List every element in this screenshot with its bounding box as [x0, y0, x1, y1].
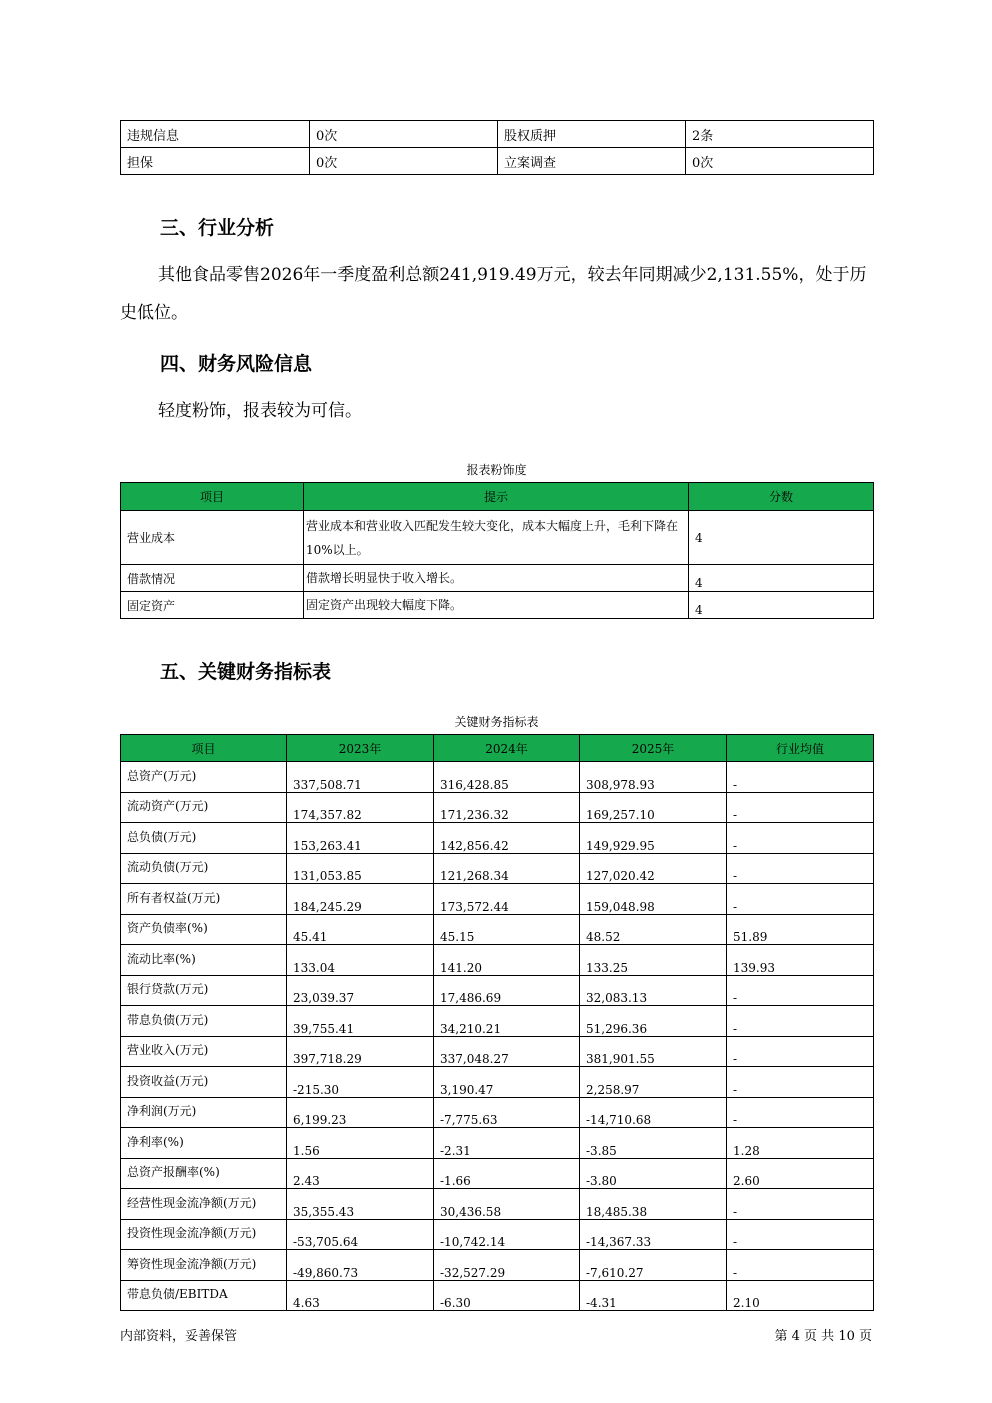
- kpi-2025: 51,296.36: [580, 1006, 727, 1037]
- kpi-2024: 121,268.34: [434, 853, 580, 884]
- kpi-2023: -53,705.64: [287, 1219, 434, 1250]
- kpi-2023: 174,357.82: [287, 792, 434, 823]
- info-value: 0次: [686, 148, 874, 175]
- table-row: [121, 1067, 874, 1098]
- info-value: 2条: [686, 121, 874, 148]
- kpi-2024: 316,428.85: [434, 762, 580, 793]
- kpi-item: 总资产报酬率(%): [121, 1158, 287, 1189]
- kpi-2024: 30,436.58: [434, 1189, 580, 1220]
- kpi-header-item: 项目: [121, 735, 287, 762]
- kpi-industry-avg: -: [727, 792, 874, 823]
- kpi-2024: 34,210.21: [434, 1006, 580, 1037]
- kpi-industry-avg: -: [727, 762, 874, 793]
- section4-title: 四、财务风险信息: [160, 353, 313, 375]
- kpi-item: 营业收入(万元): [121, 1036, 287, 1067]
- table-row: [121, 1250, 874, 1281]
- section4-text: 轻度粉饰，报表较为可信。: [158, 401, 362, 421]
- kpi-industry-avg: 2.60: [727, 1158, 874, 1189]
- kpi-2023: 153,263.41: [287, 823, 434, 854]
- kpi-2025: -14,367.33: [580, 1219, 727, 1250]
- kpi-industry-avg: -: [727, 1250, 874, 1281]
- info-label: 违规信息: [121, 121, 310, 148]
- kpi-header-2024: 2024年: [434, 735, 580, 762]
- info-label: 股权质押: [498, 121, 686, 148]
- kpi-industry-avg: 139.93: [727, 945, 874, 976]
- kpi-2025: 48.52: [580, 914, 727, 945]
- kpi-table-header-row: [121, 735, 874, 762]
- kpi-industry-avg: 51.89: [727, 914, 874, 945]
- kpi-2024: -32,527.29: [434, 1250, 580, 1281]
- table-row: [121, 1128, 874, 1159]
- kpi-industry-avg: 1.28: [727, 1128, 874, 1159]
- table-row: [121, 1036, 874, 1067]
- table-row: [121, 1158, 874, 1189]
- kpi-2025: -3.85: [580, 1128, 727, 1159]
- kpi-industry-avg: -: [727, 884, 874, 915]
- kpi-item: 所有者权益(万元): [121, 884, 287, 915]
- kpi-2023: 23,039.37: [287, 975, 434, 1006]
- table-row: [121, 945, 874, 976]
- kpi-item: 流动资产(万元): [121, 792, 287, 823]
- kpi-2025: -4.31: [580, 1280, 727, 1311]
- section5-title: 五、关键财务指标表: [160, 661, 332, 683]
- table-row: [121, 823, 874, 854]
- kpi-item: 筹资性现金流净额(万元): [121, 1250, 287, 1281]
- kpi-industry-avg: -: [727, 1067, 874, 1098]
- kpi-2025: 32,083.13: [580, 975, 727, 1006]
- kpi-2023: 397,718.29: [287, 1036, 434, 1067]
- risk-score: 4: [689, 592, 874, 619]
- risk-table-header-row: [121, 483, 874, 511]
- kpi-2025: 18,485.38: [580, 1189, 727, 1220]
- kpi-industry-avg: -: [727, 1097, 874, 1128]
- table-row: [121, 1219, 874, 1250]
- kpi-2025: -7,610.27: [580, 1250, 727, 1281]
- kpi-item: 流动比率(%): [121, 945, 287, 976]
- kpi-2023: 1.56: [287, 1128, 434, 1159]
- kpi-industry-avg: -: [727, 1189, 874, 1220]
- kpi-industry-avg: -: [727, 1219, 874, 1250]
- kpi-item: 带息负债(万元): [121, 1006, 287, 1037]
- kpi-2023: 6,199.23: [287, 1097, 434, 1128]
- table-row: [121, 914, 874, 945]
- kpi-industry-avg: -: [727, 975, 874, 1006]
- risk-table: [120, 482, 874, 619]
- kpi-2024: -2.31: [434, 1128, 580, 1159]
- kpi-2023: 133.04: [287, 945, 434, 976]
- kpi-2023: 35,355.43: [287, 1189, 434, 1220]
- kpi-2025: 133.25: [580, 945, 727, 976]
- kpi-2024: -6.30: [434, 1280, 580, 1311]
- kpi-2025: 159,048.98: [580, 884, 727, 915]
- kpi-table: [120, 734, 874, 1311]
- risk-header-score: 分数: [689, 483, 874, 511]
- kpi-item: 经营性现金流净额(万元): [121, 1189, 287, 1220]
- risk-tip: 固定资产出现较大幅度下降。: [304, 592, 689, 619]
- kpi-2024: 337,048.27: [434, 1036, 580, 1067]
- kpi-2024: 171,236.32: [434, 792, 580, 823]
- info-label: 立案调查: [498, 148, 686, 175]
- kpi-header-2023: 2023年: [287, 735, 434, 762]
- kpi-2024: -7,775.63: [434, 1097, 580, 1128]
- kpi-2023: 4.63: [287, 1280, 434, 1311]
- table-row: [121, 975, 874, 1006]
- kpi-item: 流动负债(万元): [121, 853, 287, 884]
- kpi-table-body: [121, 762, 874, 1311]
- kpi-header-2025: 2025年: [580, 735, 727, 762]
- kpi-2025: 127,020.42: [580, 853, 727, 884]
- kpi-header-industry-avg: 行业均值: [727, 735, 874, 762]
- risk-item: 营业成本: [121, 511, 304, 565]
- kpi-2024: 45.15: [434, 914, 580, 945]
- info-table-body: [121, 121, 874, 175]
- kpi-2024: -1.66: [434, 1158, 580, 1189]
- section3-text: 其他食品零售2026年一季度盈利总额241,919.49万元，较去年同期减少2,131.55%，处于历史低位。: [120, 265, 867, 323]
- kpi-2023: -215.30: [287, 1067, 434, 1098]
- kpi-2025: 169,257.10: [580, 792, 727, 823]
- kpi-item: 总资产(万元): [121, 762, 287, 793]
- kpi-item: 净利润(万元): [121, 1097, 287, 1128]
- kpi-2023: 45.41: [287, 914, 434, 945]
- kpi-item: 净利率(%): [121, 1128, 287, 1159]
- info-label: 担保: [121, 148, 310, 175]
- table-row: [121, 565, 874, 592]
- kpi-2024: 3,190.47: [434, 1067, 580, 1098]
- kpi-2025: 308,978.93: [580, 762, 727, 793]
- risk-item: 固定资产: [121, 592, 304, 619]
- kpi-2025: 2,258.97: [580, 1067, 727, 1098]
- table-row: [121, 853, 874, 884]
- kpi-2023: 131,053.85: [287, 853, 434, 884]
- table-row: [121, 592, 874, 619]
- table-row: [121, 1097, 874, 1128]
- table-row: [121, 884, 874, 915]
- risk-item: 借款情况: [121, 565, 304, 592]
- risk-tip: 借款增长明显快于收入增长。: [304, 565, 689, 592]
- footer-page-number: 第 4 页 共 10 页: [774, 1329, 872, 1344]
- risk-score: 4: [689, 511, 874, 565]
- kpi-2023: 337,508.71: [287, 762, 434, 793]
- kpi-item: 银行贷款(万元): [121, 975, 287, 1006]
- table-row: [121, 1006, 874, 1037]
- kpi-2023: 39,755.41: [287, 1006, 434, 1037]
- kpi-2024: 141.20: [434, 945, 580, 976]
- kpi-2025: -14,710.68: [580, 1097, 727, 1128]
- table-row: [121, 148, 874, 175]
- table-row: [121, 1189, 874, 1220]
- table-row: [121, 762, 874, 793]
- kpi-2023: -49,860.73: [287, 1250, 434, 1281]
- info-value: 0次: [310, 148, 498, 175]
- risk-table-caption: 报表粉饰度: [466, 463, 527, 477]
- kpi-item: 投资性现金流净额(万元): [121, 1219, 287, 1250]
- kpi-2023: 2.43: [287, 1158, 434, 1189]
- kpi-item: 资产负债率(%): [121, 914, 287, 945]
- table-row: [121, 121, 874, 148]
- kpi-2025: 149,929.95: [580, 823, 727, 854]
- table-row: [121, 792, 874, 823]
- kpi-industry-avg: 2.10: [727, 1280, 874, 1311]
- footer-confidential-note: 内部资料，妥善保管: [120, 1329, 238, 1344]
- kpi-2024: 142,856.42: [434, 823, 580, 854]
- kpi-2024: -10,742.14: [434, 1219, 580, 1250]
- risk-tip: 营业成本和营业收入匹配发生较大变化，成本大幅度上升，毛利下降在10%以上。: [304, 511, 689, 565]
- kpi-2025: 381,901.55: [580, 1036, 727, 1067]
- kpi-2023: 184,245.29: [287, 884, 434, 915]
- kpi-industry-avg: -: [727, 1036, 874, 1067]
- table-row: [121, 511, 874, 565]
- risk-score: 4: [689, 565, 874, 592]
- risk-header-item: 项目: [121, 483, 304, 511]
- kpi-table-caption: 关键财务指标表: [454, 715, 539, 729]
- kpi-industry-avg: -: [727, 823, 874, 854]
- kpi-item: 带息负债/EBITDA: [121, 1280, 287, 1311]
- kpi-item: 投资收益(万元): [121, 1067, 287, 1098]
- kpi-2025: -3.80: [580, 1158, 727, 1189]
- risk-header-tip: 提示: [304, 483, 689, 511]
- kpi-2024: 17,486.69: [434, 975, 580, 1006]
- info-value: 0次: [310, 121, 498, 148]
- section3-title: 三、行业分析: [160, 217, 275, 239]
- kpi-2024: 173,572.44: [434, 884, 580, 915]
- kpi-industry-avg: -: [727, 1006, 874, 1037]
- info-table: [120, 120, 874, 175]
- table-row: [121, 1280, 874, 1311]
- kpi-item: 总负债(万元): [121, 823, 287, 854]
- kpi-industry-avg: -: [727, 853, 874, 884]
